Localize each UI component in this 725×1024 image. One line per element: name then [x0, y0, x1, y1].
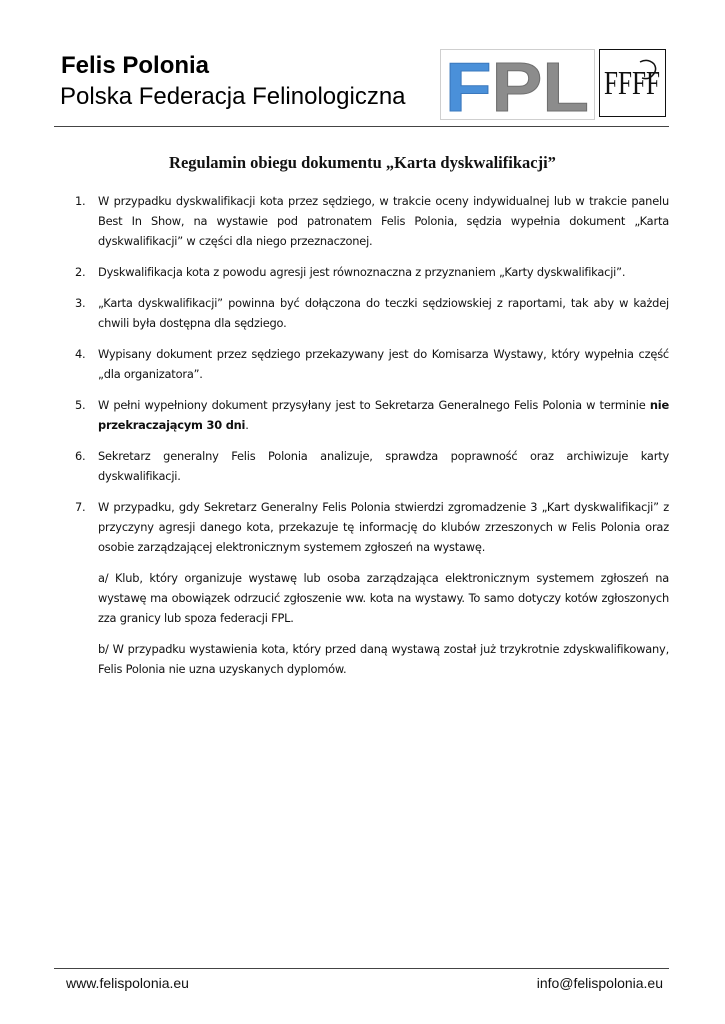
rule-text: „Karta dyskwalifikacji” powinna być dołączona do teczki sędziowskiej z raportami, tak aby w każdej chwili była dostępna dla sędziego. — [98, 296, 669, 330]
rule-item: 3. „Karta dyskwalifikacji” powinna być dołączona do teczki sędziowskiej z raportami, tak aby w każdej chwili była dostępna dla sędziego. — [75, 296, 669, 330]
rule-subpoint-a: a/ Klub, który organizuje wystawę lub osoba zarządzająca elektronicznym systemem zgłoszeń na wystawę ma obowiązek odrzucić zgłoszenie ww. kota na wystawy. To samo dotyczy kotów zgłoszonych zza granicy lub spoza federacji FPL. — [98, 571, 669, 625]
organization-name: Felis Polonia — [61, 52, 210, 79]
rule-text: W przypadku dyskwalifikacji kota przez sędziego, w trakcie oceny indywidualnej lub w trakcie panelu Best In Show, na wystawie pod patronatem Felis Polonia, sędzia wypełnia dokument „Karta dyskwalifikacji” w części dla niego przeznaczonej. — [98, 194, 669, 248]
rule-text: Sekretarz generalny Felis Polonia analizuje, sprawdza poprawność oraz archiwizuje karty dyskwalifikacji. — [98, 449, 669, 483]
rule-item: 7. W przypadku, gdy Sekretarz Generalny Felis Polonia stwierdzi zgromadzenie 3 „Kart dyskwalifikacji” z przyczyny agresji danego kota, przekazuje tę informację do klubów zrzeszonych w Felis Polonia oraz osobie zarządzającej elektronicznym systemem zgłoszeń na wystawę. a/ Klub, który organizuje wystawę lub osoba zarządzająca elektronicznym systemem zgłoszeń na wystawę ma obowiązek odrzucić zgłoszenie ww. kota na wystawy. To samo dotyczy kotów zgłoszonych zza granicy lub spoza federacji FPL. b/ W przypadku wystawienia kota, który przed daną wystawą został już trzykrotnie zdyskwalifikowany, Felis Polonia nie uzna uzyskanych dyplomów. — [75, 497, 669, 679]
fpl-logo — [440, 48, 595, 126]
footer-divider — [54, 968, 669, 969]
header-divider — [54, 126, 669, 127]
rule-text: Dyskwalifikacja kota z powodu agresji jest równoznaczna z przyznaniem „Karty dyskwalifikacji”. — [98, 265, 626, 279]
rule-item: 4. Wypisany dokument przez sędziego przekazywany jest do Komisarza Wystawy, który wypełnia część „dla organizatora”. — [75, 347, 669, 381]
rule-item: 5. W pełni wypełniony dokument przysyłany jest to Sekretarza Generalnego Felis Polonia w terminie nie przekraczającym 30 dni. — [75, 398, 669, 432]
document-title: Regulamin obiegu dokumentu „Karta dyskwalifikacji” — [169, 153, 556, 172]
rule-deadline-bold: nie przekraczającym 30 dni — [98, 398, 669, 432]
rule-item: 2. Dyskwalifikacja kota z powodu agresji jest równoznaczna z przyznaniem „Karty dyskwalifikacji”. — [75, 265, 626, 279]
rule-text: W pełni wypełniony dokument przysyłany jest to Sekretarza Generalnego Felis Polonia w terminie — [98, 398, 650, 412]
rule-text: W przypadku, gdy Sekretarz Generalny Felis Polonia stwierdzi zgromadzenie 3 „Kart dyskwalifikacji” z przyczyny agresji danego kota, przekazuje tę informację do klubów zrzeszonych w Felis Polonia oraz osobie zarządzającej elektronicznym systemem zgłoszeń na wystawę. — [98, 500, 669, 554]
fpl-logo-text: FPL — [445, 48, 582, 126]
organization-subtitle: Polska Federacja Felinologiczna — [60, 83, 406, 110]
footer-website: www.felispolonia.eu — [66, 975, 189, 991]
rule-text: Wypisany dokument przez sędziego przekazywany jest do Komisarza Wystawy, który wypełnia część „dla organizatora”. — [98, 347, 669, 381]
footer-email: info@felispolonia.eu — [536, 975, 663, 991]
rule-item: 1. W przypadku dyskwalifikacji kota przez sędziego, w trakcie oceny indywidualnej lub w trakcie panelu Best In Show, na wystawie pod patronatem Felis Polonia, sędzia wypełnia dokument „Karta dyskwalifikacji” w części dla niego przeznaczonej. — [75, 194, 669, 248]
svg-text:FFFF: FFFF — [604, 65, 660, 102]
rule-subpoint-b: b/ W przypadku wystawienia kota, który przed daną wystawą został już trzykrotnie zdyskwalifikowany, Felis Polonia nie uzna uzyskanych dyplomów. — [98, 642, 669, 676]
ffff-emblem-logo — [599, 49, 666, 117]
rule-item: 6. Sekretarz generalny Felis Polonia analizuje, sprawdza poprawność oraz archiwizuje karty dyskwalifikacji. — [75, 449, 669, 483]
rules-list — [75, 191, 669, 690]
